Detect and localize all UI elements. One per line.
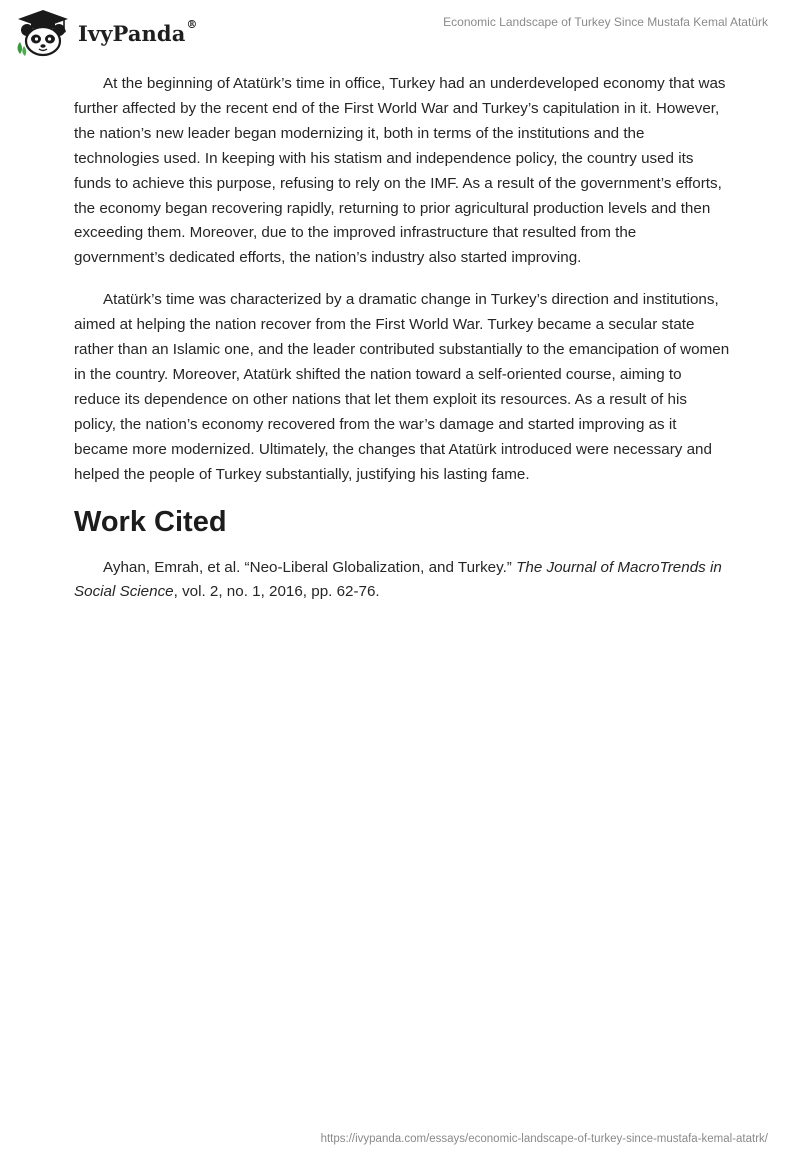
logo-wordmark: IvyPanda® bbox=[78, 17, 198, 46]
citation-authors-title: Ayhan, Emrah, et al. “Neo-Liberal Globalization, and Turkey.” bbox=[103, 558, 517, 576]
page-header bbox=[0, 0, 800, 70]
running-title: Economic Landscape of Turkey Since Mustafa Kemal Atatürk bbox=[443, 15, 768, 29]
panda-graduate-icon bbox=[14, 8, 72, 58]
essay-content bbox=[74, 72, 730, 605]
section-title-work-cited: Work Cited bbox=[74, 505, 227, 538]
body-paragraph-2: Atatürk’s time was characterized by a dramatic change in Turkey’s direction and institutions, aimed at helping the nation recover from the First World War. Turkey became a secular state rather than an Islamic one, and the leader contributed substantially to the emancipation of women in the country. Moreover, Atatürk shifted the nation toward a self-oriented course, aiming to reduce its dependence on other nations that let them exploit its resources. As a result of his policy, the nation’s economy recovered from the war’s damage and started improving as it became more modernized. Ultimately, the changes that Atatürk introduced were necessary and helped the people of Turkey substantially, justifying his lasting fame. bbox=[74, 291, 730, 483]
citation-details: , vol. 2, no. 1, 2016, pp. 62-76. bbox=[173, 583, 380, 601]
citation-entry bbox=[74, 556, 730, 606]
ivypanda-logo[interactable] bbox=[14, 8, 198, 58]
source-url[interactable]: https://ivypanda.com/essays/economic-landscape-of-turkey-since-mustafa-kemal-atatrk/ bbox=[320, 1133, 768, 1145]
citation-journal: The Journal of MacroTrends in Social Science bbox=[74, 558, 722, 601]
body-paragraph-1: At the beginning of Atatürk’s time in office, Turkey had an underdeveloped economy that was further affected by the recent end of the First World War and Turkey’s capitulation in it. However, the nation’s new leader began modernizing it, both in terms of the institutions and the technologies used. In keeping with his statism and independence policy, the country used its funds to achieve this purpose, refusing to rely on the IMF. As a result of the government’s efforts, the economy began recovering rapidly, returning to prior agricultural production levels and then exceeding them. Moreover, due to the improved infrastructure that resulted from the government’s dedicated efforts, the nation’s industry also started improving. bbox=[74, 75, 726, 267]
